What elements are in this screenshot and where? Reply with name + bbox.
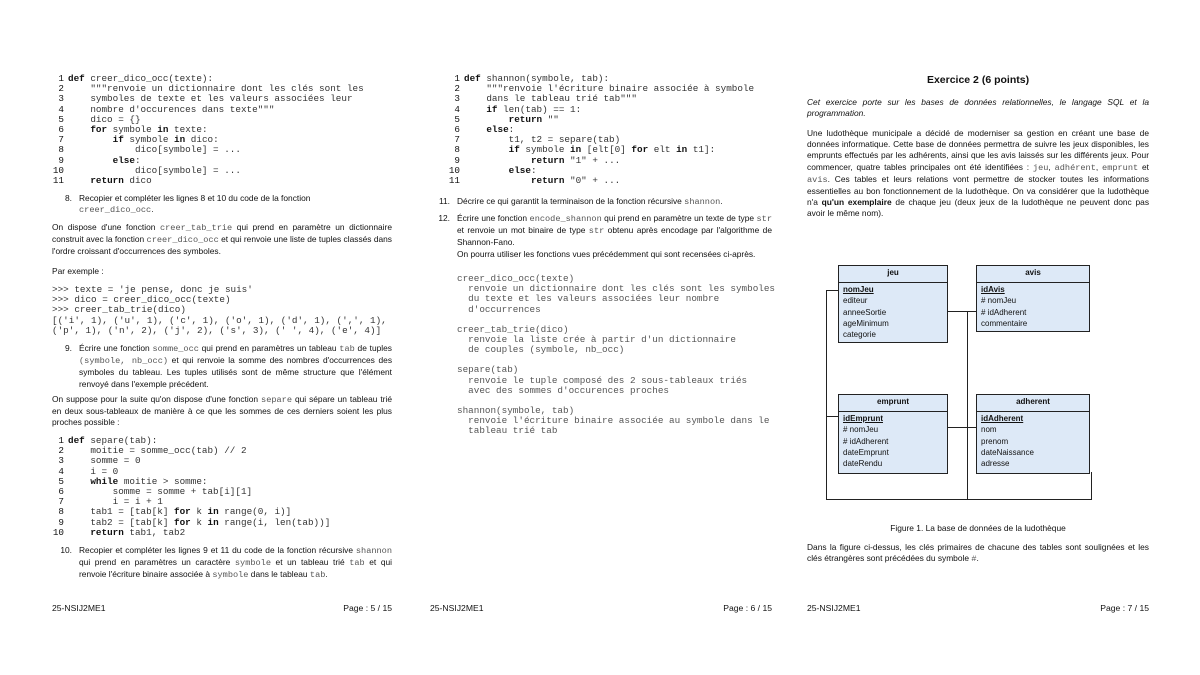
question-8: 8. Recopier et compléter les lignes 8 et 10 du code de la fonction creer_dico_occ. (65, 193, 311, 216)
code-line: 10 dico[symbole] = ... (52, 164, 241, 176)
code-line: 9 else: (58, 154, 141, 166)
code-line: 6 else: (454, 124, 515, 136)
code-creer-dico-occ (52, 74, 364, 186)
question-11: 11. Décrire ce qui garantit la terminaison de la fonction récursive shannon. (438, 196, 723, 207)
code-line: 4 if len(tab) == 1: (454, 103, 582, 115)
code-line: 6 for symbole in texte: (58, 124, 208, 136)
code-line: 6 somme = somme + tab[i][1] (58, 486, 253, 498)
code-line: 9 return "1" + ... (454, 154, 621, 166)
table-avis (976, 265, 1090, 332)
code-line: 5 while moitie > somme: (58, 475, 208, 487)
table-field: dateNaissance (981, 447, 1034, 457)
page-7: Exercice 2 (6 points) Cet exercice porte sur les bases de données relationnelles, le langage SQL et la programmation. Une ludothèque municipale a décidé de moderniser sa gestion en créant une base de données informatique. Cette base de données permettra de suivre les jeux disponibles, les emprunts effectués par les adhérents, ainsi que les avis laissés sur les différents jeux. Pour commencer, quatre tables principales ont été identifiées : jeu, adhérent, emprunt et avis. Ces tables et leurs relations vont permettre de stocker toutes les informations essentielles au bon fonctionnement de la ludothèque. On va considérer que la ludothèque n'a qu'un exemplaire de chaque jeu (deux jeux de la ludothèque ne peuvent donc pas avoir le même nom). jeu nomJeu editeur anneeSortie ageMinimum categorie avis idAvis # nomJeu # idAdherent commentaire emprunt idEmprunt # nomJeu # idAdherent dateEmprunt dateRendu adherent idAdherent nom prenom dateNaissance adresse Figure 1. La base de données de la ludothèque Dans la figure ci-dessus, les clés primaires de chacune des tables sont soulignées et les clés étrangères sont précédées du symbole #. 25-NSIJ2ME1 Page : 7 / 15 (807, 74, 1150, 613)
function-signature: shannon(symbole, tab) (457, 405, 575, 417)
footer-page-number: Page : 5 / 15 (343, 603, 392, 613)
table-field: dateRendu (843, 459, 883, 469)
code-line: 9 tab2 = [tab[k] for k in range(i, len(tab))] (58, 516, 331, 528)
primary-key-field: idAdherent (981, 414, 1024, 423)
table-field: nom (981, 425, 997, 435)
table-jeu (838, 265, 948, 343)
function-description: renvoie l'écriture binaire associée au symbole dans le (457, 415, 770, 427)
function-description: avec des sommes d'occurences proches (457, 384, 670, 396)
function-list (457, 274, 775, 447)
primary-key-field: idEmprunt (843, 414, 883, 423)
question-10: 10. Recopier et compléter les lignes 9 et 11 du code de la fonction récursive shannon qui prend en paramètres un caractère symbole et un tableau trié tab et qui renvoie l'écriture binaire associée à symbole dans le tableau tab. (60, 545, 392, 581)
table-name: emprunt (839, 395, 947, 412)
code-shannon (448, 74, 754, 186)
primary-key-field: nomJeu (843, 285, 874, 294)
function-description: renvoie un dictionnaire dont les clés sont les symboles (457, 283, 776, 295)
code-line: 1 def shannon(symbole, tab): (454, 73, 610, 84)
question-9: 9. Écrire une fonction somme_occ qui prend en paramètres un tableau tab de tuples (symbole, nb_occ) et qui renvoie la somme des nombres d'occurrences des symboles du tableau. Les tuples utilisés sont de même structure que l'élément renvoyé dans l'exemple précédent. (65, 343, 393, 389)
question-12: 12. Écrire une fonction encode_shannon qui prend en paramètre un texte de type str et renvoie un mot binaire de type str obtenu après encodage par l'algorithme de Shannon-Fano. On pourra utiliser les fonctions vues précédemment qui sont recensées ci-après. (438, 213, 772, 259)
primary-key-field: idAvis (981, 285, 1005, 294)
table-field: ageMinimum (843, 318, 889, 328)
relation-line (826, 499, 967, 500)
paragraph-creer-tab-trie: On dispose d'une fonction creer_tab_trie qui prend en paramètre un dictionnaire construit avec la fonction creer_dico_occ et qui renvoie une liste de tuples classés dans l'ordre croissant d'occurrences des symboles. (52, 222, 392, 257)
relation-line (967, 499, 1091, 500)
code-line: 7 if symbole in dico: (58, 134, 219, 146)
table-field: anneeSortie (843, 307, 887, 317)
function-description: renvoie le tuple composé des 2 sous-tableaux triés (457, 374, 748, 386)
exercise-paragraph: Une ludothèque municipale a décidé de moderniser sa gestion en créant une base de données informatique. Cette base de données permettra de suivre les jeux disponibles, les emprunts effectués par les adhérents, ainsi que les avis laissés sur les différents jeux. Pour commencer, quatre tables principales ont été identifiées : jeu, adhérent, emprunt et avis. Ces tables et leurs relations vont permettre de stocker toutes les informations essentielles au bon fonctionnement de la ludothèque. On va considérer que la ludothèque n'a qu'un exemplaire de chaque jeu (deux jeux de la ludothèque ne peuvent donc pas avoir le même nom). (807, 128, 1150, 219)
relation-line (967, 311, 968, 500)
code-line: 5 return "" (454, 113, 559, 125)
table-field: prenom (981, 436, 1009, 446)
code-line: 8 dico[symbole] = ... (58, 144, 241, 156)
code-line: 7 t1, t2 = separe(tab) (454, 134, 621, 146)
table-field: adresse (981, 459, 1010, 469)
relation-line (947, 427, 977, 428)
code-line: 4 nombre d'occurences dans texte""" (58, 103, 275, 115)
code-separe (52, 436, 330, 538)
table-name: adherent (977, 395, 1089, 412)
function-entry (457, 325, 775, 356)
table-name: jeu (839, 266, 947, 283)
function-entry (457, 274, 775, 315)
example-code (52, 285, 387, 336)
code-line: 1 def creer_dico_occ(texte): (58, 73, 214, 84)
relation-line (826, 290, 827, 500)
function-entry (457, 365, 775, 396)
table-adherent (976, 394, 1090, 474)
relation-line (1091, 472, 1092, 500)
code-line: 10 else: (448, 164, 537, 176)
paragraph-separe: On suppose pour la suite qu'on dispose d'une fonction separe qui sépare un tableau trié en deux sous-tableaux de manière à ce que les sommes de ces derniers soient les plus proches possible : (52, 394, 392, 428)
code-line: 10 return tab1, tab2 (52, 526, 186, 538)
code-line: 8 tab1 = [tab[k] for k in range(0, i)] (58, 506, 292, 518)
relation-line (947, 311, 977, 312)
code-line: 3 symboles de texte et les valeurs associées leur (58, 93, 353, 105)
page-6: 1 def shannon(symbole, tab): 2 """renvoie l'écriture binaire associée à symbole 3 dans le tableau trié tab""" 4 if len(tab) == 1: 5 return "" 6 else: 7 t1, t2 = separe(tab) 8 if symbole in [elt[0] for elt in t1]: 9 return "1" + ... 10 else: 11 return "0" + ... 11. Décrire ce qui garantit la terminaison de la fonction récursive shannon. 12. Écrire une fonction encode_shannon qui prend en paramètre un texte de type str et renvoie un mot binaire de type str obtenu après encodage par l'algorithme de Shannon-Fano. On pourra utiliser les fonctions vues précédemment qui sont recensées ci-après. creer_dico_occ(texte) renvoie un dictionnaire dont les clés sont les symboles du texte et les valeurs associées leur nombre d'occurrences creer_tab_trie(dico) renvoie la liste crée à partir d'un dictionnaire de couples (symbole, nb_occ) separe(tab) renvoie le tuple composé des 2 sous-tableaux triés avec des sommes d'occurences proches shannon(symbole, tab) renvoie l'écriture binaire associée au symbole dans le tableau trié tab 25-NSIJ2ME1 Page : 6 / 15 (430, 73, 776, 613)
example-line: >>> creer_tab_trie(dico) (52, 304, 186, 316)
code-line: 3 dans le tableau trié tab""" (454, 93, 637, 105)
table-field: # nomJeu (843, 425, 879, 435)
table-field: # idAdherent (981, 307, 1027, 317)
function-description: de couples (symbole, nb_occ) (457, 344, 625, 356)
code-line: 2 """renvoie un dictionnaire dont les clés sont les (58, 83, 364, 95)
exercise-title: Exercice 2 (6 points) (926, 74, 1030, 86)
code-line: 11 return dico (52, 175, 152, 187)
function-description: du texte et les valeurs associées leur nombre (457, 293, 720, 305)
table-emprunt (838, 394, 948, 474)
function-description: tableau trié tab (457, 425, 558, 437)
code-line: 4 i = 0 (58, 465, 119, 477)
code-line: 3 somme = 0 (58, 455, 141, 467)
example-line: [('i', 1), ('u', 1), ('c', 1), ('o', 1), ('d', 1), (',', 1), (52, 314, 387, 326)
code-line: 11 return "0" + ... (448, 175, 621, 187)
function-description: d'occurrences (457, 303, 541, 315)
code-line: 7 i = i + 1 (58, 496, 163, 508)
code-line: 8 if symbole in [elt[0] for elt in t1]: (454, 144, 716, 156)
footer-code: 25-NSIJ2ME1 (52, 603, 106, 613)
table-field: # idAdherent (843, 436, 889, 446)
code-line: 2 """renvoie l'écriture binaire associée à symbole (454, 83, 755, 95)
example-line: >>> dico = creer_dico_occ(texte) (52, 294, 231, 306)
database-diagram (807, 262, 1149, 502)
table-field: editeur (843, 296, 868, 306)
example-label: Par exemple : (52, 266, 104, 276)
figure-caption: Figure 1. La base de données de la ludothèque (890, 523, 1066, 533)
code-line: 5 dico = {} (58, 113, 141, 125)
function-signature: separe(tab) (457, 364, 519, 376)
table-field: dateEmprunt (843, 447, 889, 457)
function-entry (457, 406, 775, 437)
function-signature: creer_tab_trie(dico) (457, 323, 569, 335)
table-field: commentaire (981, 318, 1028, 328)
function-signature: creer_dico_occ(texte) (457, 273, 575, 284)
exercise-intro: Cet exercice porte sur les bases de données relationnelles, le langage SQL et la programmation. (807, 97, 1149, 119)
page-5 (52, 0, 392, 675)
code-line: 1 def separe(tab): (58, 435, 158, 446)
example-line: >>> texte = 'je pense, donc je suis' (52, 284, 253, 295)
function-description: renvoie la liste crée à partir d'un dictionnaire (457, 334, 736, 346)
example-line: ('p', 1), ('n', 2), ('j', 2), ('s', 3), (' ', 4), ('e', 4)] (52, 324, 382, 336)
table-field: # nomJeu (981, 296, 1017, 306)
code-line: 2 moitie = somme_occ(tab) // 2 (58, 445, 247, 457)
table-name: avis (977, 266, 1089, 283)
table-field: categorie (843, 330, 876, 340)
keys-paragraph: Dans la figure ci-dessus, les clés primaires de chacune des tables sont soulignées et les clés étrangères sont précédées du symbole #. (807, 542, 1149, 565)
